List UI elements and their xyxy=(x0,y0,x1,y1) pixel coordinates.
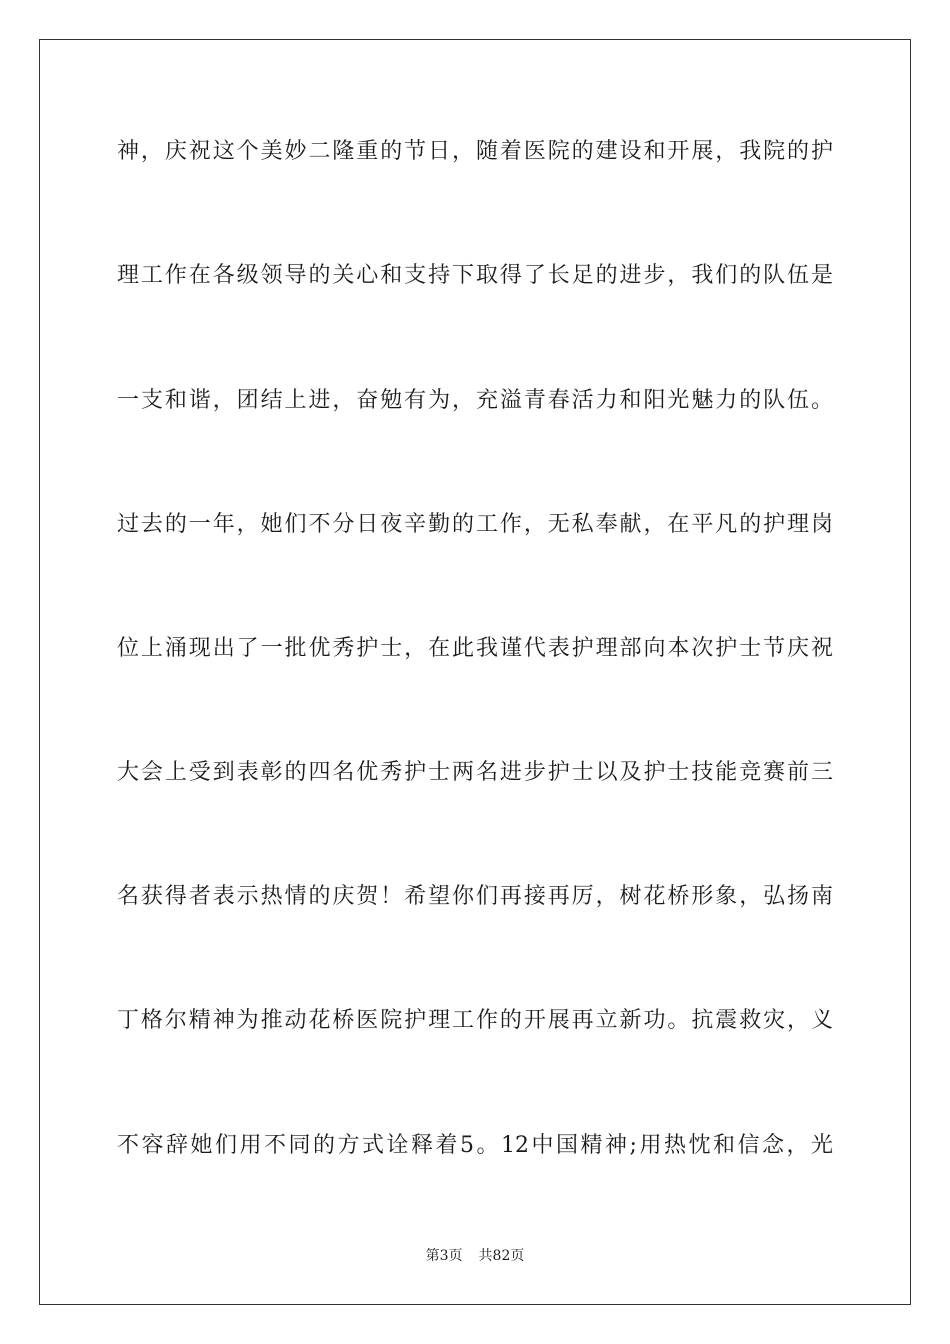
page-total: 共82页 xyxy=(478,1248,525,1264)
page-number: 第3页 xyxy=(425,1248,463,1264)
body-line-4: 过去的一年，她们不分日夜辛勤的工作，无私奉献，在平凡的护理岗 xyxy=(117,512,833,537)
body-line-1: 神，庆祝这个美妙二隆重的节日，随着医院的建设和开展，我院的护 xyxy=(117,139,833,164)
body-line-3: 一支和谐，团结上进，奋勉有为，充溢青春活力和阳光魅力的队伍。 xyxy=(117,388,833,413)
body-line-7: 名获得者表示热情的庆贺！希望你们再接再厉，树花桥形象，弘扬南 xyxy=(117,884,833,909)
page-border xyxy=(39,39,911,1305)
page-footer xyxy=(0,1246,950,1266)
body-line-2: 理工作在各级领导的关心和支持下取得了长足的进步，我们的队伍是 xyxy=(117,263,833,288)
body-line-9: 不容辞她们用不同的方式诠释着5。12中国精神;用热忱和信念，光 xyxy=(117,1133,833,1158)
body-line-5: 位上涌现出了一批优秀护士，在此我谨代表护理部向本次护士节庆祝 xyxy=(117,636,833,661)
body-line-6: 大会上受到表彰的四名优秀护士两名进步护士以及护士技能竞赛前三 xyxy=(117,760,833,785)
body-line-8: 丁格尔精神为推动花桥医院护理工作的开展再立新功。抗震救灾，义 xyxy=(117,1008,833,1033)
